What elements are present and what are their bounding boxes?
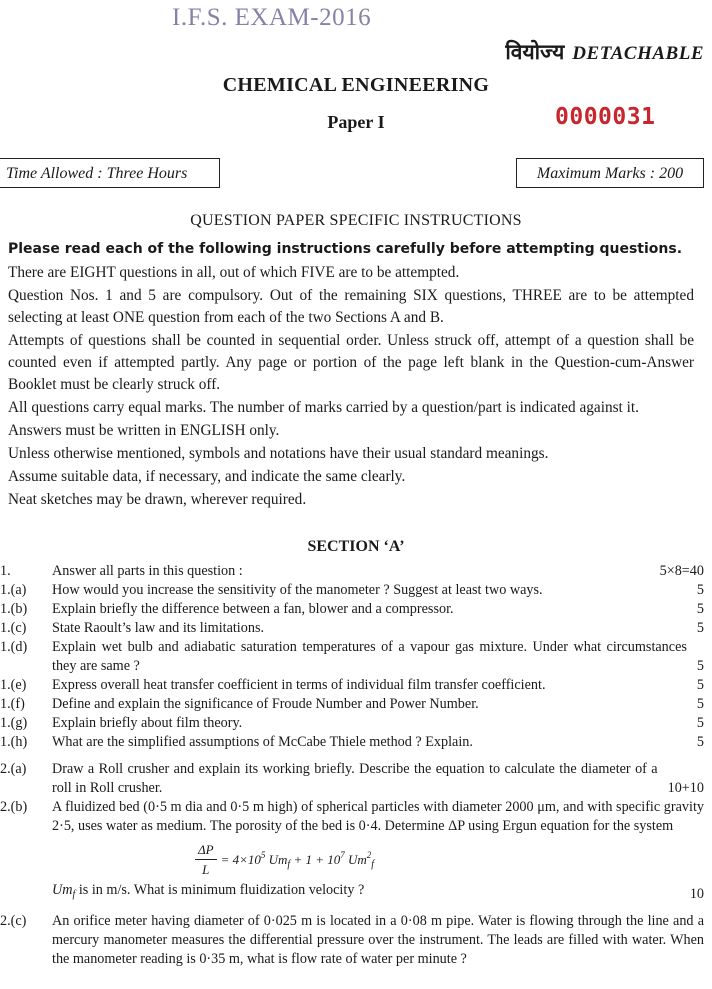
question-text: A fluidized bed (0·5 m dia and 0·5 m high) of spherical particles with diameter 2000 μm, and with specific gravity 2·5, uses water as medium. The porosity of the bed is 0·4. Determine ΔP using Ergun equation for the system: [52, 799, 704, 834]
question-text: What are the simplified assumptions of McCabe Thiele method ? Explain.: [52, 734, 473, 750]
question-marks: 5: [696, 677, 704, 693]
question-text: Express overall heat transfer coefficient in terms of individual film transfer coefficient.: [52, 677, 546, 693]
question-row: [0, 912, 704, 969]
instruction-item: Attempts of questions shall be counted in sequential order. Unless struck off, attempt of a question shall be counted even if attempted partly. Any page or portion of the page left blank in the Question-cum-Answer Booklet must be clearly struck off.: [8, 332, 694, 393]
question-row: [0, 881, 704, 904]
section-title: SECTION ‘A’: [307, 538, 405, 555]
question-text: Explain wet bulb and adiabatic saturation temperatures of a vapour gas mixture. Under what circumstances they are same ?: [52, 639, 687, 674]
question-row: [0, 714, 704, 733]
question-number: 1.(f): [0, 696, 25, 712]
instruction-item: There are EIGHT questions in all, out of which FIVE are to be attempted.: [8, 264, 460, 281]
instruction-item: Unless otherwise mentioned, symbols and notations have their usual standard meanings.: [8, 445, 549, 462]
question-text: An orifice meter having diameter of 0·025 m is located in a 0·08 m pipe. Water is flowing through the line and a mercury manometer measures the differential pressure over the instrument. The leads are filled with water. When the manometer reading is 0·35 m, what is flow rate of water per minute ?: [52, 913, 704, 967]
detachable-hindi: वियोज्य: [505, 40, 565, 64]
question-number: 1.(g): [0, 715, 28, 731]
formula-note: $Um_f$ is in m/s. What is minimum fluidization velocity ?: [52, 882, 365, 900]
exam-stamp: I.F.S. EXAM-2016: [172, 4, 372, 31]
question-number: 2.(b): [0, 799, 28, 815]
question-row: [0, 619, 704, 638]
question-marks: 5: [696, 696, 704, 712]
instructions-lead: Please read each of the following instructions carefully before attempting questions.: [8, 241, 683, 257]
question-marks: 5: [696, 734, 704, 750]
question-text: State Raoult’s law and its limitations.: [52, 620, 265, 636]
question-row: [0, 676, 704, 695]
question-number: 1.(d): [0, 639, 28, 655]
question-number: 1.(b): [0, 601, 28, 617]
question-row: [0, 760, 704, 798]
question-marks: 5×8=40: [659, 563, 704, 579]
question-row: [0, 600, 704, 619]
question-marks: 10+10: [667, 780, 704, 796]
maximum-marks-box: Maximum Marks : 200: [516, 158, 704, 188]
instructions-list: [8, 238, 694, 512]
equation-numerator: ΔP: [195, 840, 217, 860]
equation-fraction: [195, 840, 217, 879]
question-marks: 5: [696, 658, 704, 674]
question-row: [0, 798, 704, 836]
instruction-item: Answers must be written in ENGLISH only.: [8, 422, 280, 439]
question-row: [0, 733, 704, 752]
instruction-item: Assume suitable data, if necessary, and indicate the same clearly.: [8, 468, 406, 485]
question-text: Explain briefly about film theory.: [52, 715, 243, 731]
detachable-label: [505, 38, 704, 66]
detachable-english: DETACHABLE: [572, 43, 704, 64]
question-number: 1.(c): [0, 620, 27, 636]
question-marks: 10: [689, 886, 704, 902]
subject-title: CHEMICAL ENGINEERING: [222, 74, 490, 96]
ergun-equation: [195, 840, 704, 879]
question-number: 2.(c): [0, 913, 27, 929]
question-number: 1.: [0, 563, 11, 579]
question-row: [0, 562, 704, 581]
question-number: 1.(e): [0, 677, 27, 693]
question-row: [0, 638, 704, 676]
instruction-item: Question Nos. 1 and 5 are compulsory. Out of the remaining SIX questions, THREE are to be attempted selecting at least ONE question from each of the two Sections A and B.: [8, 287, 694, 326]
question-number: 2.(a): [0, 761, 27, 777]
question-text: Draw a Roll crusher and explain its working briefly. Describe the equation to calculate the diameter of a roll in Roll crusher.: [52, 761, 658, 796]
time-allowed-box: Time Allowed : Three Hours: [0, 158, 220, 188]
equation-rhs: = $4\times 10^5$ $Um_f + 1 + 10^7$ $Um^2_f$: [220, 849, 375, 870]
question-number: 1.(a): [0, 582, 27, 598]
question-list: [0, 562, 704, 969]
question-row: [0, 581, 704, 600]
question-marks: 5: [696, 582, 704, 598]
instructions-title: QUESTION PAPER SPECIFIC INSTRUCTIONS: [190, 212, 522, 229]
instruction-item: All questions carry equal marks. The number of marks carried by a question/part is indicated against it.: [8, 399, 639, 416]
question-number: 1.(h): [0, 734, 28, 750]
question-marks: 5: [696, 601, 704, 617]
question-text: Define and explain the significance of Froude Number and Power Number.: [52, 696, 479, 712]
instruction-item: Neat sketches may be drawn, wherever required.: [8, 491, 307, 508]
question-row: [0, 695, 704, 714]
question-marks: 5: [696, 715, 704, 731]
question-text: Explain briefly the difference between a fan, blower and a compressor.: [52, 601, 454, 617]
question-marks: 5: [696, 620, 704, 636]
serial-number: 0000031: [555, 104, 656, 130]
equation-denominator: L: [202, 862, 210, 877]
question-text: Answer all parts in this question :: [52, 563, 243, 579]
paper-title: Paper I: [327, 112, 385, 132]
question-text: How would you increase the sensitivity of the manometer ? Suggest at least two ways.: [52, 582, 543, 598]
